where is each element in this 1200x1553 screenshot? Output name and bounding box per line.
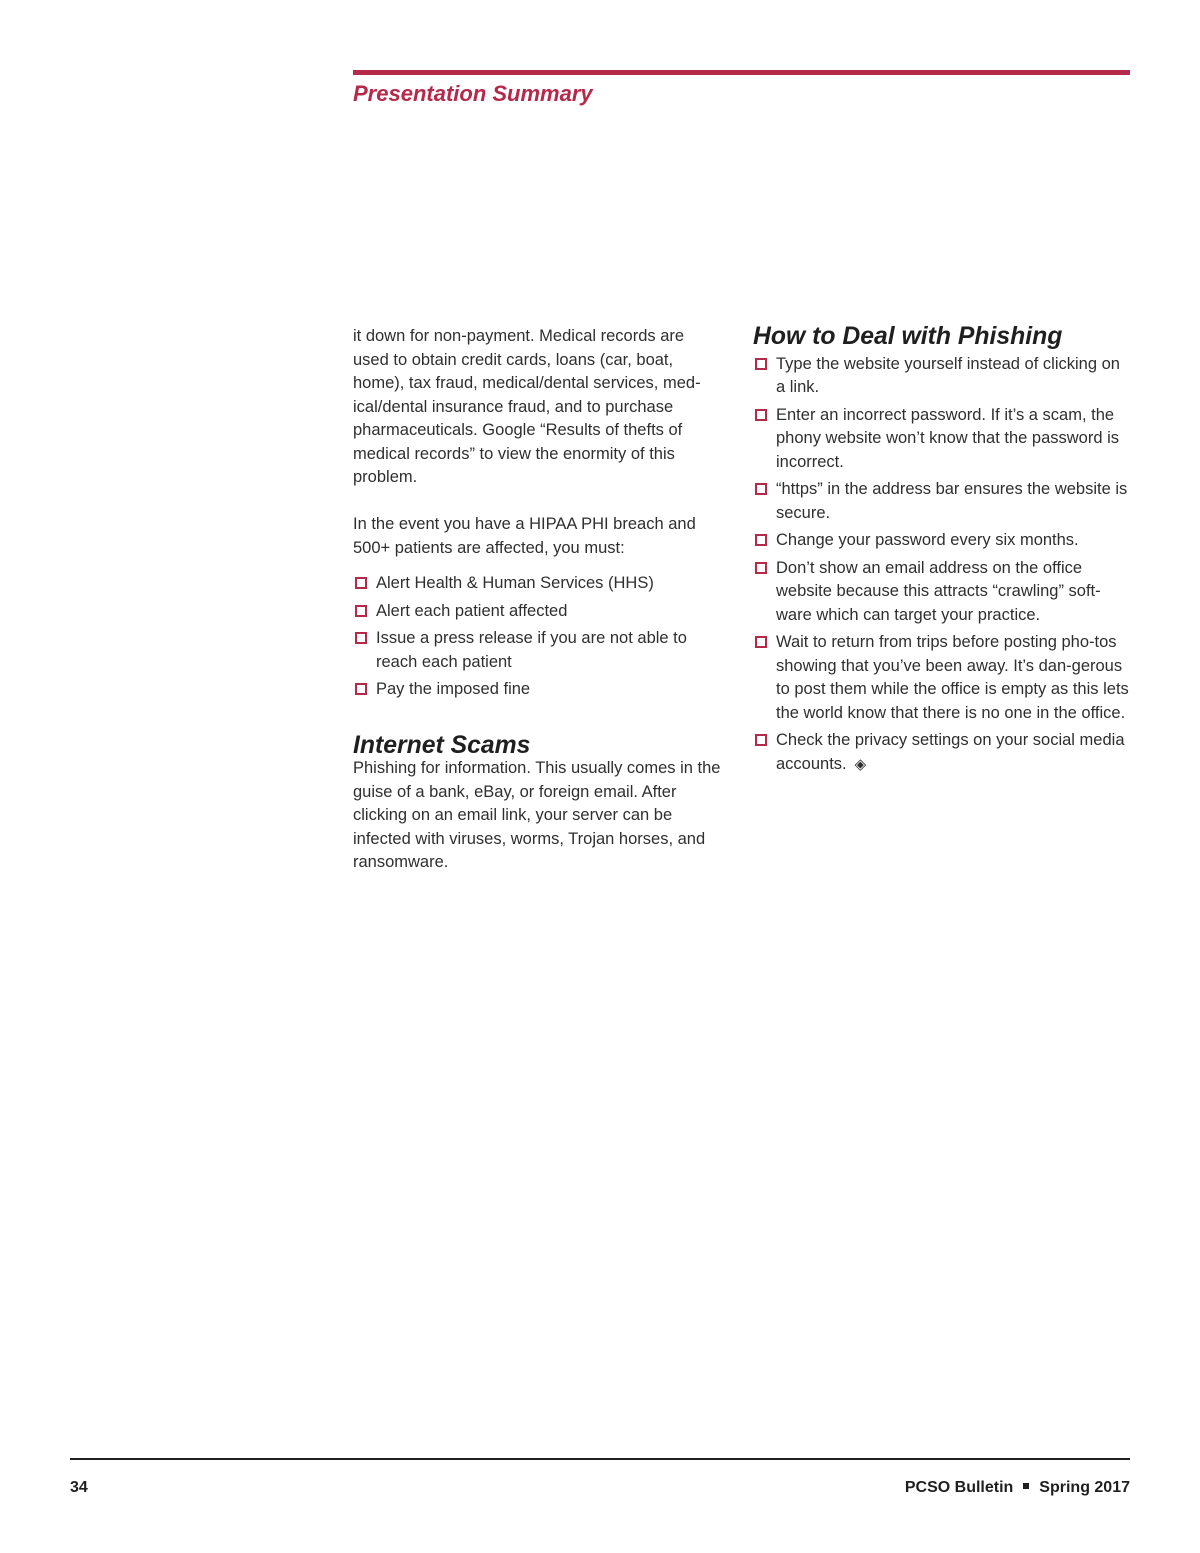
phishing-heading: How to Deal with Phishing (753, 323, 1063, 350)
header-rule (353, 70, 1130, 75)
checkbox-square-icon (755, 358, 767, 370)
issue-date: Spring 2017 (1039, 1479, 1130, 1496)
list-item-text: Check the privacy settings on your social media accounts. (776, 731, 1125, 773)
checkbox-square-icon (355, 605, 367, 617)
internet-scams-heading: Internet Scams (353, 731, 531, 759)
right-column (753, 325, 1131, 780)
list-item (753, 529, 1131, 553)
list-item-text: Type the website yourself instead of clicking on a link. (776, 354, 1120, 396)
checkbox-square-icon (755, 409, 767, 421)
list-item-text: Don’t show an email address on the office website because this attracts “crawling” soft-ware which can target your practice. (776, 558, 1101, 624)
checkbox-square-icon (755, 534, 767, 546)
list-item-text: Enter an incorrect password. If it’s a scam, the phony website won’t know that the password is incorrect. (776, 405, 1120, 471)
phishing-tips-list (753, 353, 1131, 777)
checkbox-square-icon (355, 683, 367, 695)
list-item (353, 600, 721, 624)
list-item-text: Pay the imposed fine (376, 680, 531, 698)
page-number: 34 (70, 1479, 88, 1496)
square-separator-icon (1023, 1483, 1029, 1489)
breach-paragraph: In the event you have a HIPAA PHI breach and 500+ patients are affected, you must: (353, 515, 696, 557)
section-title: Presentation Summary (353, 81, 593, 106)
checkbox-square-icon (755, 636, 767, 648)
breach-steps-list (353, 572, 721, 702)
list-item-text: “https” in the address bar ensures the website is secure. (776, 480, 1128, 522)
checkbox-square-icon (355, 577, 367, 589)
diamond-end-mark-icon: ◈ (854, 755, 867, 773)
scams-paragraph: Phishing for information. This usually comes in the guise of a bank, eBay, or foreign email. After clicking on an email link, your server can be infected with viruses, worms, Trojan horses, and ransomware. (353, 759, 721, 871)
left-column (353, 325, 721, 875)
footer-publication (905, 1479, 1130, 1497)
list-item (753, 729, 1131, 776)
list-item-text: Alert Health & Human Services (HHS) (376, 574, 654, 592)
list-item (753, 631, 1131, 725)
list-item (353, 678, 721, 702)
checkbox-square-icon (755, 483, 767, 495)
list-item-text: Issue a press release if you are not able to reach each patient (376, 629, 687, 671)
list-item-text: Change your password every six months. (776, 531, 1079, 549)
checkbox-square-icon (755, 734, 767, 746)
footer-rule (70, 1458, 1130, 1460)
checkbox-square-icon (355, 632, 367, 644)
list-item (353, 572, 721, 596)
list-item-text: Alert each patient affected (376, 601, 568, 620)
publication-name: PCSO Bulletin (904, 1479, 1014, 1496)
list-item (753, 478, 1131, 525)
checkbox-square-icon (755, 562, 767, 574)
list-item (753, 353, 1131, 400)
list-item (353, 627, 721, 674)
list-item (753, 557, 1131, 628)
intro-paragraph: it down for non-payment. Medical records are used to obtain credit cards, loans (car, boat, home), tax fraud, medical/dental services, med-ical/dental insurance fraud, and to purchase pharmaceuticals. Google “Results of thefts of medical records” to view the enormity of this problem. (353, 327, 701, 486)
list-item-text: Wait to return from trips before posting pho-tos showing that you’ve been away. It’s dan-gerous to post them while the office is empty as this lets the world know that there is no one in the office. (776, 633, 1129, 722)
list-item (753, 404, 1131, 475)
